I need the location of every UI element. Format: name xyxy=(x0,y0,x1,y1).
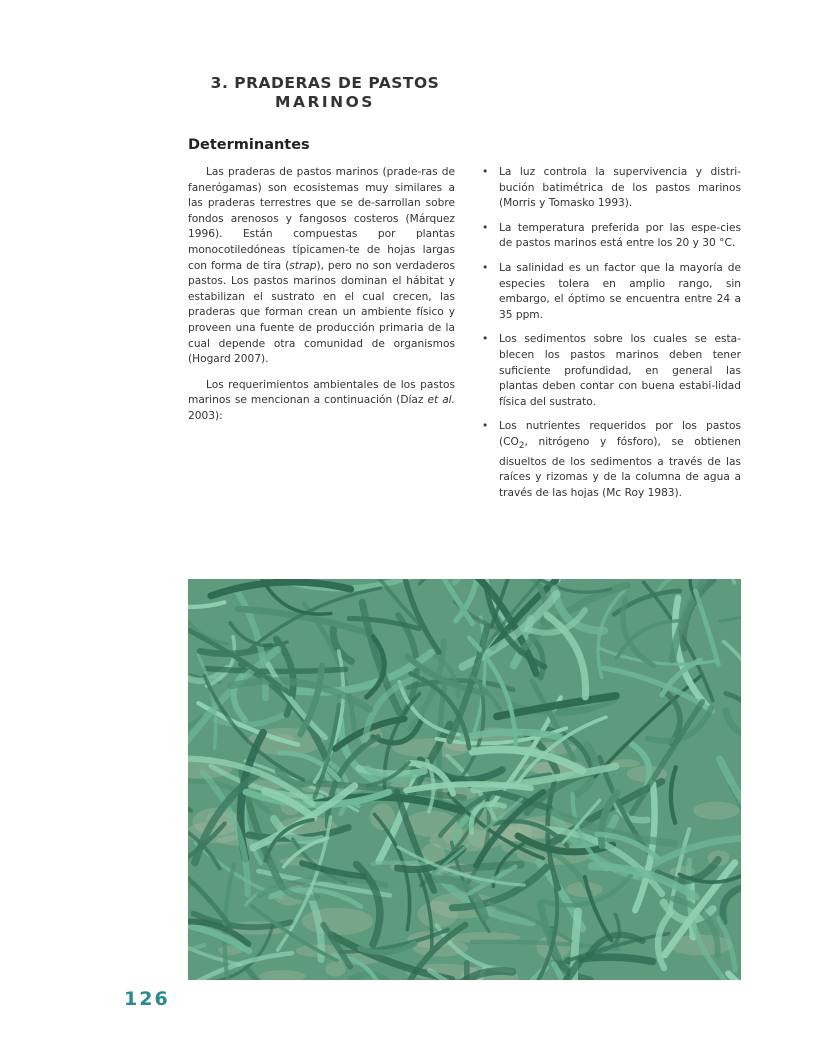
bullet-light-text: La luz controla la supervivencia y distri-bución batimétrica de los pastos marinos (Morris y Tomasko 1993). xyxy=(499,166,741,210)
bullet-nutrients-text-a: Los nutrientes requeridos por los pastos (CO xyxy=(499,420,741,448)
subheading: Determinantes xyxy=(188,137,310,153)
paragraph-intro-text-a: Las praderas de pastos marinos (prade-ras de fanerógamas) son ecosistemas muy similares a las praderas terrestres que se de-sarrollan sobre fondos arenosos y fangosos costeros (Márquez 1996). Están compuestas por plantas monocotiledóneas típicamen-te de hojas largas con forma de tira ( xyxy=(188,166,455,272)
bullet-salinity-text: La salinidad es un factor que la mayoría de especies tolera en amplio rango, sin embargo, el óptimo se encuentra entre 24 a 35 ppm. xyxy=(499,261,741,321)
bullet-temperature xyxy=(482,221,741,252)
bullet-dot: • xyxy=(482,166,489,178)
bullet-dot: • xyxy=(482,333,489,346)
paragraph-intro-italic: strap xyxy=(289,259,317,272)
bullet-sediments-text: Los sedimentos sobre los cuales se esta-blecen los pastos marinos deben tener suficiente profundidad, en general las plantas deben contar con buena estabi-lidad física del sustrato. xyxy=(499,333,741,408)
bullet-nutrients-subscript: 2 xyxy=(518,441,525,452)
paragraph-requirements-text-b: 2003): xyxy=(188,409,223,422)
page-number: 126 xyxy=(124,988,170,1010)
sand-patch xyxy=(325,961,345,976)
right-column xyxy=(482,165,741,510)
seagrass-illustration xyxy=(188,579,741,980)
section-title-line1: 3. PRADERAS DE PASTOS xyxy=(210,74,440,92)
bullet-nutrients-text-b: , nitrógeno y fósforo), se obtienen disueltos de los sedimentos a través de las raíces y rizomas y de la columna de agua a través de las hojas (Mc Roy 1983). xyxy=(499,435,741,499)
paragraph-requirements xyxy=(188,378,455,425)
bullet-dot: • xyxy=(482,420,489,433)
section-title xyxy=(190,74,460,112)
bullet-salinity xyxy=(482,261,741,323)
paragraph-requirements-text-a: Los requerimientos ambientales de los pastos marinos se mencionan a continuación (Díaz xyxy=(188,378,455,407)
bullet-temperature-text: La temperatura preferida por las espe-cies de pastos marinos está entre los 20 y 30 °C. xyxy=(499,221,741,250)
bullet-dot: • xyxy=(482,221,489,234)
section-title-line2: MARINOS xyxy=(275,93,375,111)
bullet-dot: • xyxy=(482,261,489,274)
bullet-sediments xyxy=(482,332,741,410)
paragraph-intro xyxy=(188,165,455,368)
seagrass-blade xyxy=(286,579,287,580)
seagrass-photo xyxy=(188,579,741,980)
paragraph-intro-text-b: ), pero no son verdaderos pastos. Los pastos marinos dominan el hábitat y estabilizan el sustrato en el cual crecen, las praderas que forman crean un ambiente físico y proveen una fuente de producción primaria de la cual depende otra comunidad de organismos (Hogard 2007). xyxy=(188,259,455,366)
bullet-light xyxy=(482,165,741,212)
sand-patch xyxy=(693,802,739,820)
bullet-nutrients xyxy=(482,419,741,501)
paragraph-requirements-italic: et al. xyxy=(427,394,455,407)
left-column xyxy=(188,165,455,435)
